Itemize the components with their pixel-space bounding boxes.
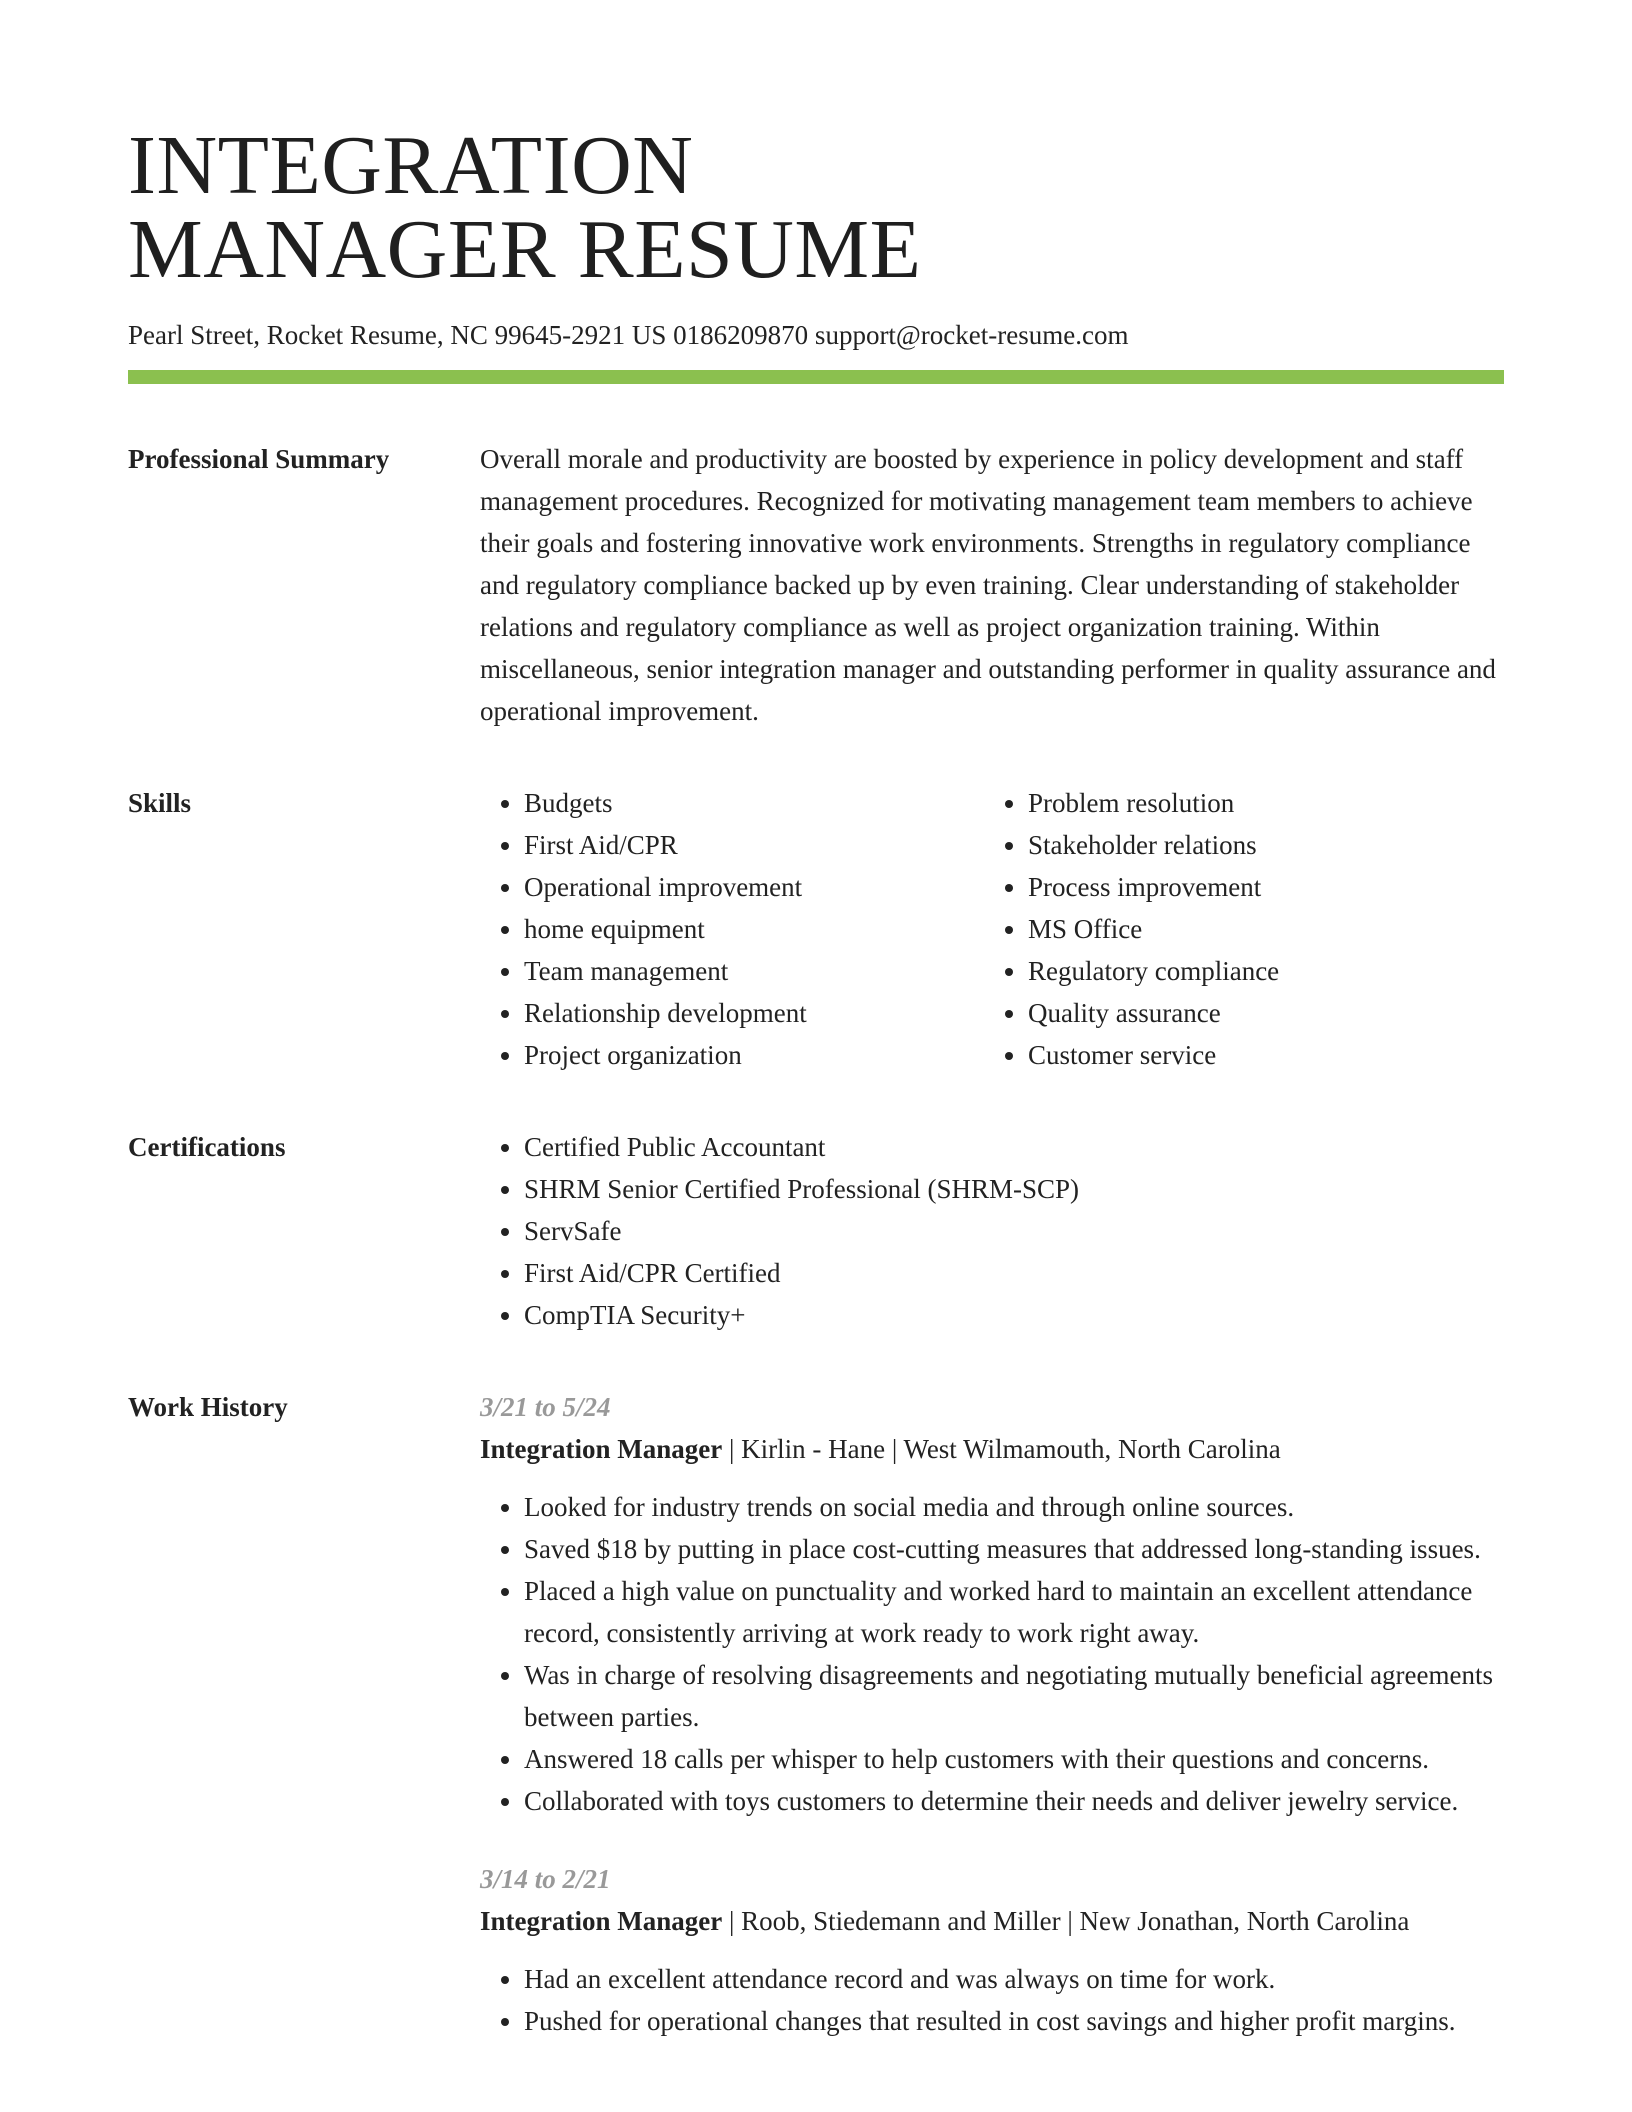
job-bullets [480, 1486, 1504, 1822]
summary-heading: Professional Summary [128, 444, 390, 474]
job-heading [480, 1428, 1504, 1470]
contact-info: Pearl Street, Rocket Resume, NC 99645-2921 US 0186209870 support@rocket-resume.com [128, 320, 1129, 350]
job-bullet: • Was in charge of resolving disagreements and negotiating mutually beneficial agreements between parties. [524, 1654, 1504, 1738]
job-bullet: • Saved $18 by putting in place cost-cutting measures that addressed long-standing issues. [524, 1528, 1504, 1570]
skill-item: • home equipment [524, 908, 984, 950]
job-bullet: • Placed a high value on punctuality and worked hard to maintain an excellent attendance record, consistently arriving at work ready to work right away. [524, 1570, 1504, 1654]
certification-item: • ServSafe [524, 1210, 1504, 1252]
work-history-section [128, 1386, 1504, 2078]
job-bullet: • Pushed for operational changes that resulted in cost savings and higher profit margins. [524, 2000, 1504, 2042]
job-bullet: • Collaborated with toys customers to determine their needs and deliver jewelry service. [524, 1780, 1504, 1822]
skill-item: • Stakeholder relations [1028, 824, 1504, 866]
certifications-heading: Certifications [128, 1132, 286, 1162]
job-title: Integration Manager [480, 1434, 723, 1464]
skill-item: • Problem resolution [1028, 782, 1504, 824]
work-history-heading: Work History [128, 1392, 288, 1422]
job-dates: 3/21 to 5/24 [480, 1392, 611, 1422]
skills-heading: Skills [128, 788, 192, 818]
skill-item: • Customer service [1028, 1034, 1504, 1076]
job-bullet: • Had an excellent attendance record and was always on time for work. [524, 1958, 1504, 2000]
skill-item: • Process improvement [1028, 866, 1504, 908]
skill-item: • Relationship development [524, 992, 984, 1034]
skill-item: • Operational improvement [524, 866, 984, 908]
title-line-2: MANAGER RESUME [128, 203, 922, 296]
job-details: | Kirlin - Hane | West Wilmamouth, North Carolina [722, 1434, 1281, 1464]
summary-text: Overall morale and productivity are boosted by experience in policy development and staff management procedures. Recognized for motivating management team members to achieve their goals and fostering innovative work environments. Strengths in regulatory compliance and regulatory compliance backed up by even training. Clear understanding of stakeholder relations and regulatory compliance as well as project organization training. Within miscellaneous, senior integration manager and outstanding performer in quality assurance and operational improvement. [480, 444, 1496, 726]
certifications-list [480, 1126, 1504, 1336]
job-entry [480, 1858, 1504, 2042]
job-entry [480, 1386, 1504, 1822]
skill-item: • First Aid/CPR [524, 824, 984, 866]
certification-item: • SHRM Senior Certified Professional (SHRM-SCP) [524, 1168, 1504, 1210]
job-bullet: • Looked for industry trends on social media and through online sources. [524, 1486, 1504, 1528]
skill-item: • Quality assurance [1028, 992, 1504, 1034]
certification-item: • Certified Public Accountant [524, 1126, 1504, 1168]
title-line-1: INTEGRATION [128, 119, 694, 212]
certification-item: • CompTIA Security+ [524, 1294, 1504, 1336]
skill-item: • MS Office [1028, 908, 1504, 950]
skill-item: • Budgets [524, 782, 984, 824]
summary-section [128, 438, 1504, 732]
skills-section [128, 782, 1504, 1076]
skill-item: • Project organization [524, 1034, 984, 1076]
certifications-section [128, 1126, 1504, 1336]
job-dates: 3/14 to 2/21 [480, 1864, 611, 1894]
resume-page [128, 119, 1504, 2078]
skill-item: • Regulatory compliance [1028, 950, 1504, 992]
skills-list-left [480, 782, 984, 1076]
job-bullet: • Answered 18 calls per whisper to help customers with their questions and concerns. [524, 1738, 1504, 1780]
job-bullets [480, 1958, 1504, 2042]
job-heading [480, 1900, 1504, 1942]
job-details: | Roob, Stiedemann and Miller | New Jonathan, North Carolina [722, 1906, 1410, 1936]
certification-item: • First Aid/CPR Certified [524, 1252, 1504, 1294]
page-title [128, 119, 1504, 296]
skills-list-right [984, 782, 1504, 1076]
job-title: Integration Manager [480, 1906, 723, 1936]
accent-divider [128, 370, 1504, 384]
skill-item: • Team management [524, 950, 984, 992]
